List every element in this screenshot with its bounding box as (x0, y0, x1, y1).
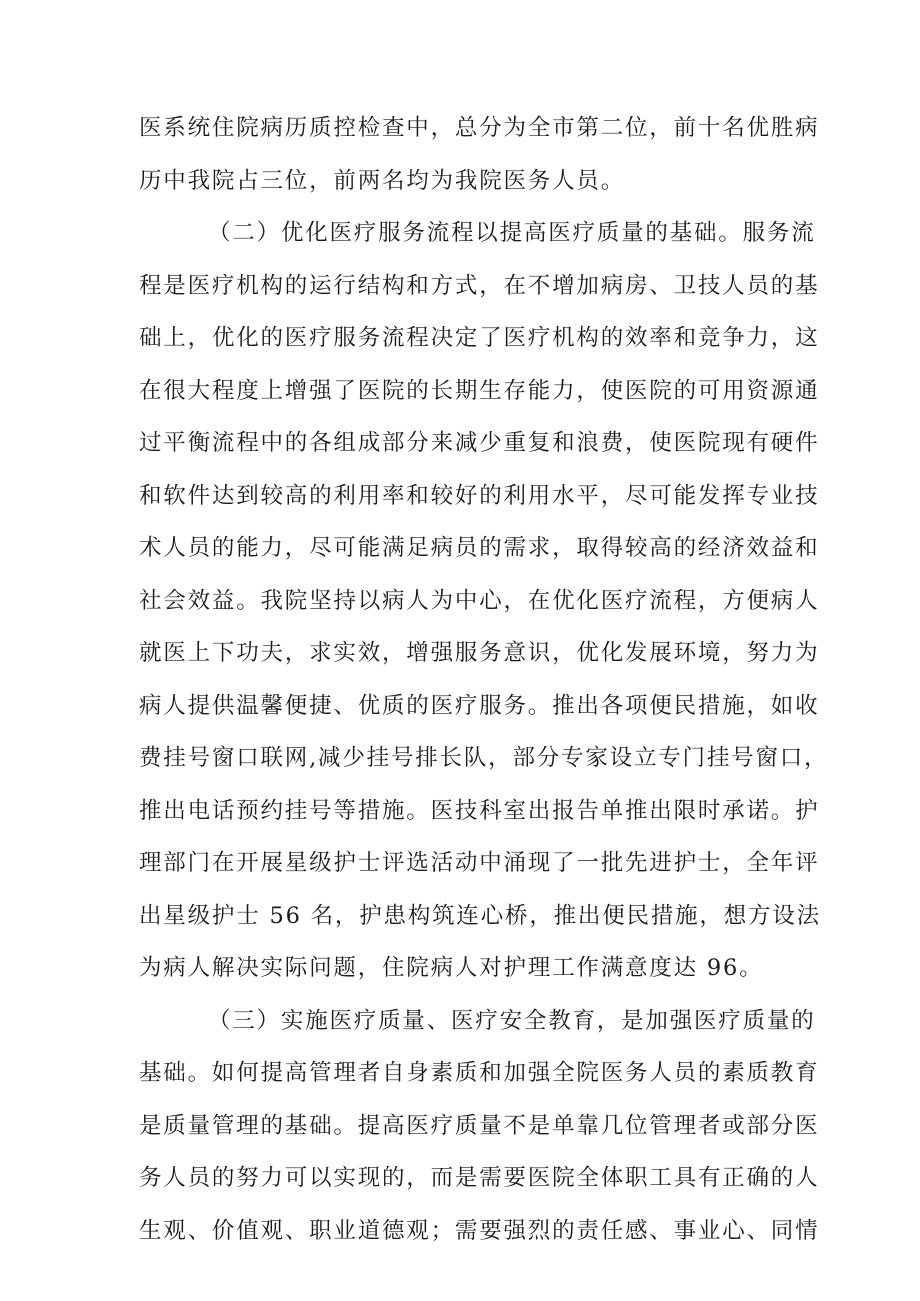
text-line: 理部门在开展星级护士评选活动中涌现了一批先进护士，全年评 (139, 850, 820, 876)
text-line: 和软件达到较高的利用率和较好的利用水平，尽可能发挥专业技 (139, 483, 820, 509)
text-line: 生观、价值观、职业道德观；需要强烈的责任感、事业心、同情 (139, 1218, 820, 1244)
text-line: 过平衡流程中的各组成部分来减少重复和浪费，使医院现有硬件 (139, 430, 820, 456)
text-line: 出星级护士 56 名，护患构筑连心桥，推出便民措施，想方设法 (139, 903, 821, 929)
text-line: 历中我院占三位，前两名均为我院医务人员。 (139, 168, 626, 194)
text-line: 基础。如何提高管理者自身素质和加强全院医务人员的素质教育 (139, 1060, 820, 1086)
paragraph-heading-3: （三）实施医疗质量、医疗安全教育，是加强医疗质量的 (208, 1008, 816, 1034)
text-line: 医系统住院病历质控检查中，总分为全市第二位，前十名优胜病 (139, 115, 820, 141)
text-line: 费挂号窗口联网,减少挂号排长队，部分专家设立专门挂号窗口， (139, 745, 829, 771)
text-line: 术人员的能力，尽可能满足病员的需求，取得较高的经济效益和 (139, 535, 820, 561)
text-line: 推出电话预约挂号等措施。医技科室出报告单推出限时承诺。护 (139, 798, 820, 824)
text-line: 是质量管理的基础。提高医疗质量不是单靠几位管理者或部分医 (139, 1113, 820, 1139)
text-line: 程是医疗机构的运行结构和方式，在不增加病房、卫技人员的基 (139, 273, 820, 299)
paragraph-heading-2: （二）优化医疗服务流程以提高医疗质量的基础。服务流 (208, 220, 816, 246)
text-line: 病人提供温馨便捷、优质的医疗服务。推出各项便民措施，如收 (139, 693, 820, 719)
text-line: 就医上下功夫，求实效，增强服务意识，优化发展环境，努力为 (139, 640, 820, 666)
text-line: 在很大程度上增强了医院的长期生存能力，使医院的可用资源通 (139, 378, 820, 404)
text-line: 务人员的努力可以实现的，而是需要医院全体职工具有正确的人 (139, 1165, 820, 1191)
text-line: 为病人解决实际问题，住院病人对护理工作满意度达 96。 (139, 955, 764, 981)
text-line: 社会效益。我院坚持以病人为中心，在优化医疗流程，方便病人 (139, 588, 820, 614)
text-line: 础上，优化的医疗服务流程决定了医疗机构的效率和竞争力，这 (139, 325, 820, 351)
